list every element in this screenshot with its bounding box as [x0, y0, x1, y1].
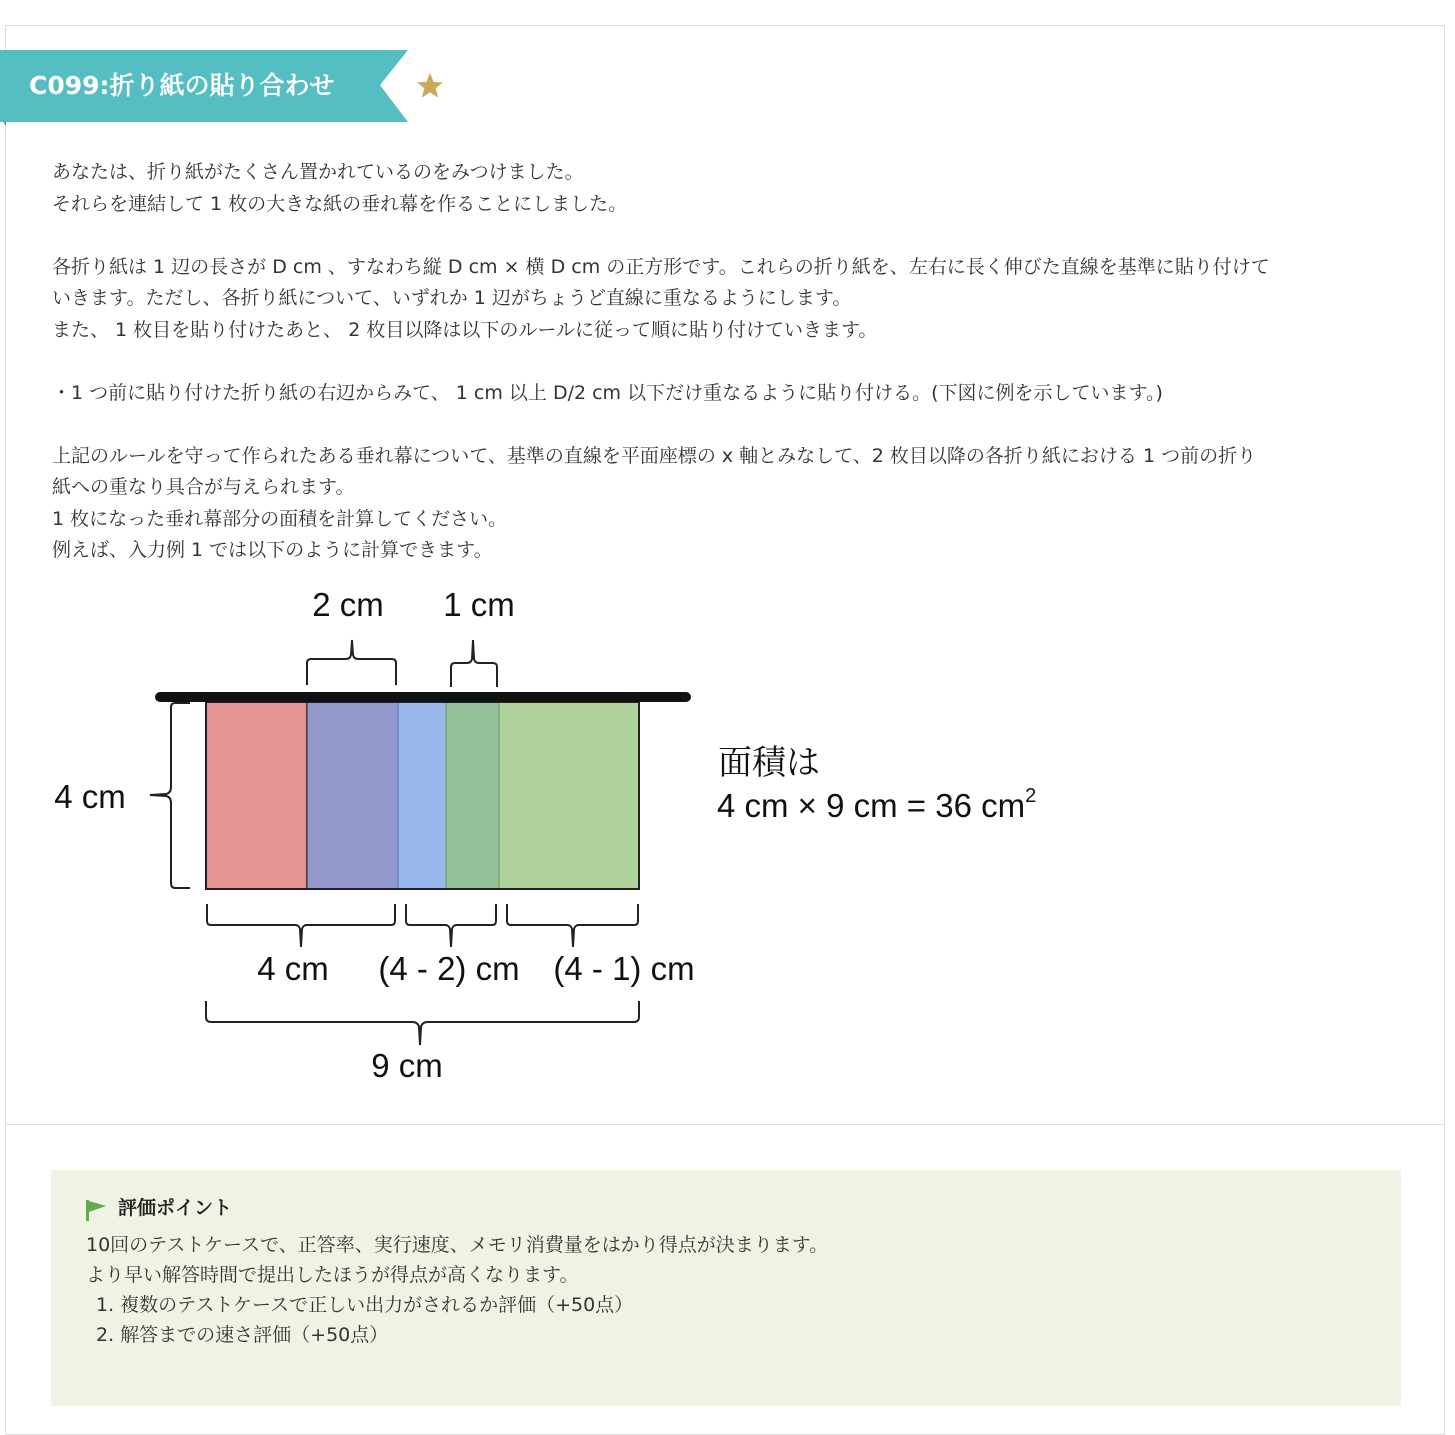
top-braces — [307, 640, 497, 687]
evaluation-item: 1. 複数のテストケースで正しい出力がされるか評価（+50点） — [96, 1294, 634, 1316]
area-heading: 面積は — [718, 744, 820, 782]
evaluation-line: より早い解答時間で提出したほうが得点が高くなります。 — [86, 1264, 579, 1286]
height-brace — [150, 703, 190, 888]
problem-description — [52, 157, 1402, 567]
desc-line: 1 枚になった垂れ幕部分の面積を計算してください。 — [52, 507, 508, 530]
overlap-label-2: 1 cm — [443, 586, 515, 623]
width-label-2: (4 - 2) cm — [378, 950, 520, 987]
desc-line: それらを連結して 1 枚の大きな紙の垂れ幕を作ることにしました。 — [52, 192, 628, 215]
desc-line: あなたは、折り紙がたくさん置かれているのをみつけました。 — [52, 161, 584, 183]
overlap-label-1: 2 cm — [312, 586, 384, 623]
evaluation-item: 2. 解答までの速さ評価（+50点） — [96, 1324, 389, 1346]
area-formula — [717, 785, 1036, 824]
example-figure — [40, 575, 1110, 1095]
star-icon[interactable] — [414, 70, 446, 102]
desc-line: 紙への重なり具合が与えられます。 — [52, 476, 355, 498]
paper-1 — [206, 702, 307, 889]
section-divider — [6, 1124, 1444, 1125]
paper-2 — [307, 702, 398, 889]
paper-4 — [446, 702, 499, 889]
evaluation-text — [86, 1230, 1336, 1350]
evaluation-line: 10回のテストケースで、正答率、実行速度、メモリ消費量をはかり得点が決まります。 — [86, 1234, 829, 1256]
paper-5 — [499, 702, 639, 889]
evaluation-title: 評価ポイント — [118, 1197, 233, 1219]
area-formula-text: 4 cm × 9 cm = 36 cm — [717, 787, 1026, 824]
rule-line: ・1 つ前に貼り付けた折り紙の右辺からみて、 1 cm 以上 D/2 cm 以下だけ重なるように貼り付ける。(下図に例を示しています。) — [52, 381, 1163, 404]
flag-icon — [84, 1198, 108, 1222]
area-superscript: 2 — [1025, 785, 1037, 807]
desc-line: 各折り紙は 1 辺の長さが D cm 、すなわち縦 D cm × 横 D cm の正方形です。これらの折り紙を、左右に長く伸びた直線を基準に貼り付けて — [52, 255, 1270, 278]
desc-line: また、 1 枚目を貼り付けたあと、 2 枚目以降は以下のルールに従って順に貼り付けていきます。 — [52, 318, 878, 341]
desc-line: いきます。ただし、各折り紙について、いずれか 1 辺がちょうど直線に重なるようにします。 — [52, 287, 852, 309]
desc-line: 上記のルールを守って作られたある垂れ幕について、基準の直線を平面座標の x 軸とみなして、2 枚目以降の各折り紙における 1 つ前の折り — [52, 444, 1257, 467]
width-label-1: 4 cm — [257, 950, 329, 987]
width-label-3: (4 - 1) cm — [553, 950, 695, 987]
paper-3 — [398, 702, 446, 889]
desc-line: 例えば、入力例 1 では以下のように計算できます。 — [52, 539, 493, 561]
height-label: 4 cm — [54, 778, 126, 815]
problem-title: C099:折り紙の貼り合わせ — [29, 71, 335, 100]
total-width-label: 9 cm — [371, 1047, 443, 1084]
